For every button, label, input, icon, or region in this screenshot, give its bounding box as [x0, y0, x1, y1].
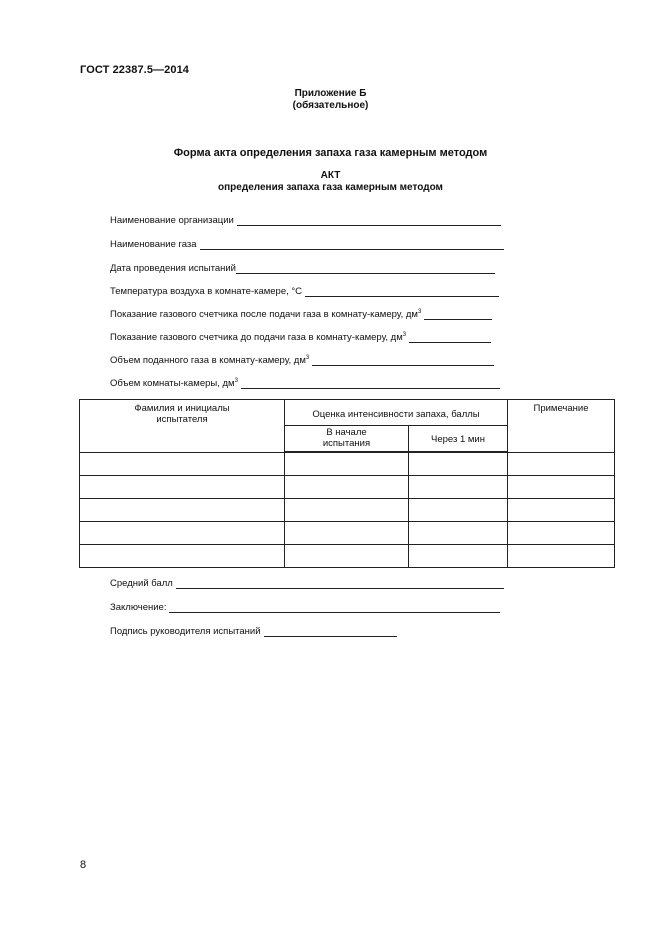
fill-line[interactable] [305, 287, 499, 297]
table-cell[interactable] [80, 499, 285, 522]
table-cell[interactable] [285, 545, 409, 568]
header-rating-start: В начале испытания [285, 426, 409, 453]
field-label: Дата проведения испытаний [110, 263, 236, 274]
form-title: Форма акта определения запаха газа камерным методом [173, 147, 488, 159]
act-title: АКТ [320, 170, 341, 181]
table-cell[interactable] [80, 452, 285, 476]
act-heading [0, 170, 661, 194]
assessment-table [79, 399, 615, 568]
field-label: Наименование организации [110, 215, 234, 226]
page-number: 8 [80, 859, 87, 871]
field-label: Наименование газа [110, 239, 197, 250]
table-cell[interactable] [508, 545, 615, 568]
field-label: Объем поданного газа в комнату-камеру, $дм^3$ [110, 355, 310, 366]
field-meter-after [110, 309, 492, 320]
table-cell[interactable] [285, 499, 409, 522]
table-row [80, 452, 615, 476]
header-odor-rating: Оценка интенсивности запаха, баллы [285, 400, 508, 426]
header-note: Примечание [508, 400, 615, 453]
field-label: Заключение: [110, 602, 167, 613]
field-conclusion [110, 602, 500, 613]
field-label: Объем комнаты-камеры, $дм^3$ [110, 378, 238, 389]
fill-line[interactable] [312, 356, 494, 366]
field-average-score [110, 578, 504, 589]
table-cell[interactable] [508, 499, 615, 522]
table-row [80, 476, 615, 499]
field-label: Показание газового счетчика после подачи газа в комнату-камеру, $дм^3$ [110, 309, 422, 320]
field-label: Показание газового счетчика до подачи газа в комнату-камеру, $дм^3$ [110, 332, 407, 343]
table-cell[interactable] [80, 476, 285, 499]
field-supervisor-signature [110, 626, 397, 637]
fill-line[interactable] [241, 379, 500, 389]
field-gas-volume [110, 355, 494, 366]
field-test-date [110, 263, 495, 274]
fill-line[interactable] [237, 216, 501, 226]
table-cell[interactable] [409, 452, 508, 476]
table-cell[interactable] [409, 522, 508, 545]
field-label: Температура воздуха в комнате-камере, °С [110, 286, 303, 297]
fill-line[interactable] [236, 264, 495, 274]
table-cell[interactable] [409, 476, 508, 499]
fill-line[interactable] [169, 603, 500, 613]
table-row [80, 499, 615, 522]
fill-line[interactable] [409, 333, 491, 343]
table-cell[interactable] [285, 522, 409, 545]
appendix-note: (обязательное) [292, 100, 369, 111]
table-cell[interactable] [285, 452, 409, 476]
fill-line[interactable] [264, 627, 397, 637]
table-cell[interactable] [409, 545, 508, 568]
table-cell[interactable] [285, 476, 409, 499]
fill-line[interactable] [176, 579, 504, 589]
field-gas-name [110, 239, 504, 250]
field-organization [110, 215, 501, 226]
table-row [80, 545, 615, 568]
appendix-title: Приложение Б [294, 88, 367, 99]
act-subtitle: определения запаха газа камерным методом [218, 182, 443, 193]
document-code: ГОСТ 22387.5—2014 [80, 64, 190, 76]
table-cell[interactable] [409, 499, 508, 522]
table-cell[interactable] [80, 545, 285, 568]
table-cell[interactable] [508, 452, 615, 476]
header-tester-name: Фамилия и инициалы испытателя [80, 400, 285, 453]
fill-line[interactable] [200, 240, 504, 250]
field-label: Подпись руководителя испытаний [110, 626, 261, 637]
field-label: Средний балл [110, 578, 173, 589]
fill-line[interactable] [424, 310, 492, 320]
table-cell[interactable] [508, 476, 615, 499]
header-rating-1min: Через 1 мин [409, 426, 508, 453]
table-cell[interactable] [80, 522, 285, 545]
appendix-heading [0, 88, 661, 112]
field-room-volume [110, 378, 500, 389]
table-row [80, 522, 615, 545]
table-cell[interactable] [508, 522, 615, 545]
field-meter-before [110, 332, 491, 343]
field-air-temperature [110, 286, 499, 297]
